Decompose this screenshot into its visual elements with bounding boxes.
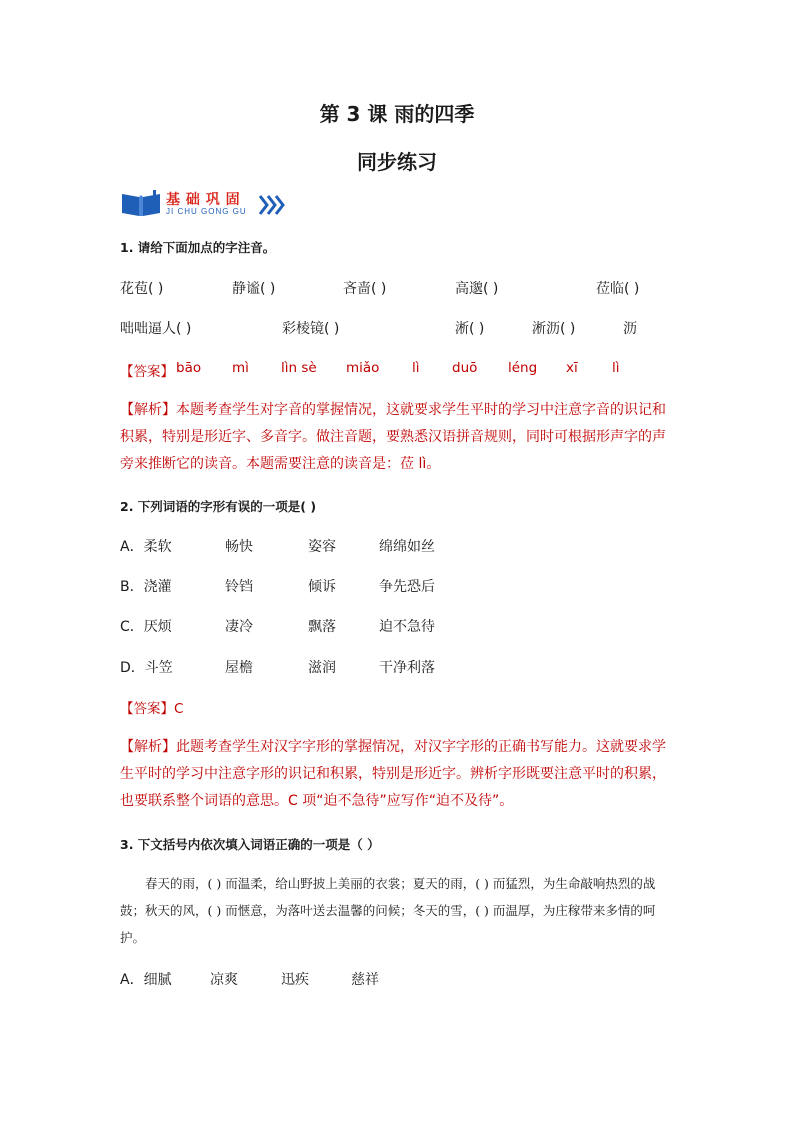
badge-pinyin: JI CHU GONG GU (166, 207, 247, 216)
section-badge (120, 188, 290, 220)
analysis-text: 本题考查学生对字音的掌握情况，这就要求学生平时的学习中注意字音的识记和积累，特别是形近字、多音字。做注音题，要熟悉汉语拼音规则，同时可根据形声字的声旁来推断它的读音。本题需要注意的读音是：莅 lì。 (120, 402, 666, 472)
answer-pinyin: bāo (176, 360, 202, 376)
q1-item: 吝啬( ) (343, 281, 387, 297)
q1-item: 静谧( ) (232, 281, 276, 297)
option-label: A．细腻 (120, 972, 172, 988)
analysis-label: 【解析】 (120, 402, 176, 418)
answer-pinyin: duō (452, 360, 478, 376)
option-label: A．柔软 (120, 539, 172, 555)
q2-analysis (120, 734, 676, 815)
answer-label: 【答案】 (120, 364, 174, 380)
q1-item: 莅临( ) (596, 281, 640, 297)
option-label: D．斗笠 (120, 660, 173, 676)
answer-pinyin: lì (612, 360, 620, 376)
option-word: 姿容 (308, 539, 336, 555)
analysis-label: 【解析】 (120, 739, 176, 755)
option-word: 飘落 (308, 619, 336, 635)
q1-answer (0, 360, 794, 380)
question-2: 2. 下列词语的字形有误的一项是( ) (120, 499, 317, 514)
q1-item: 沥 (623, 321, 637, 337)
answer-label: 【答案】 (120, 701, 174, 717)
book-icon (120, 188, 162, 218)
answer-pinyin: xī (566, 360, 578, 376)
q2-option-c (0, 616, 794, 636)
q1-item: 彩棱镜( ) (282, 321, 340, 337)
chevrons-icon (258, 194, 288, 216)
page-title: 第 3 课 雨的四季 (319, 102, 475, 126)
q3-option-a (0, 969, 794, 989)
q1-row-2 (0, 318, 794, 338)
answer-pinyin: mì (232, 360, 249, 376)
option-word: 铃铛 (225, 579, 253, 595)
answer-pinyin: miǎo (346, 360, 380, 376)
q1-item: 咄咄逼人( ) (120, 321, 192, 337)
option-word: 迅疾 (281, 972, 309, 988)
q1-analysis (120, 397, 676, 478)
answer-value: C (174, 701, 184, 717)
option-word: 凉爽 (210, 972, 238, 988)
badge-title: 基 础 巩 固 (166, 191, 241, 207)
option-word: 倾诉 (308, 579, 336, 595)
option-label: B．浇灌 (120, 579, 172, 595)
answer-pinyin: léng (508, 360, 538, 376)
option-word: 迫不急待 (379, 619, 435, 635)
option-word: 屋檐 (225, 660, 253, 676)
option-word: 滋润 (308, 660, 336, 676)
question-3: 3. 下文括号内依次填入词语正确的一项是（ ） (120, 837, 380, 852)
q1-row-1 (0, 278, 794, 298)
q2-option-b (0, 576, 794, 596)
question-1: 1. 请给下面加点的字注音。 (120, 240, 276, 255)
option-label: C．厌烦 (120, 619, 172, 635)
page-subtitle: 同步练习 (357, 150, 437, 174)
q1-item: 淅( ) (455, 321, 485, 337)
q1-item: 花苞( ) (120, 281, 164, 297)
q2-option-d (0, 657, 794, 677)
option-word: 畅快 (225, 539, 253, 555)
q3-passage: 春天的雨，( ) 而温柔，给山野披上美丽的衣裳；夏天的雨，( ) 而猛烈，为生命敲响热烈的战鼓；秋天的风，( ) 而惬意，为落叶送去温馨的问候；冬天的雪，( ) 而温厚，为庄稼带来多情的呵护。 (120, 876, 656, 945)
analysis-text: 此题考查学生对汉字字形的掌握情况，对汉字字形的正确书写能力。这就要求学生平时的学习中注意字形的识记和积累，特别是形近字。辨析字形既要注意平时的积累，也要联系整个词语的意思。C 项“迫不急待”应写作“迫不及待”。 (120, 739, 666, 809)
q1-item: 高邈( ) (455, 281, 499, 297)
answer-pinyin: lìn sè (281, 360, 317, 376)
option-word: 绵绵如丝 (379, 539, 435, 555)
q2-answer (120, 697, 183, 717)
option-word: 凄冷 (225, 619, 253, 635)
option-word: 干净利落 (379, 660, 435, 676)
q1-item: 淅沥( ) (532, 321, 576, 337)
q2-option-a (0, 536, 794, 556)
option-word: 争先恐后 (379, 579, 435, 595)
answer-pinyin: lì (412, 360, 420, 376)
option-word: 慈祥 (351, 972, 379, 988)
